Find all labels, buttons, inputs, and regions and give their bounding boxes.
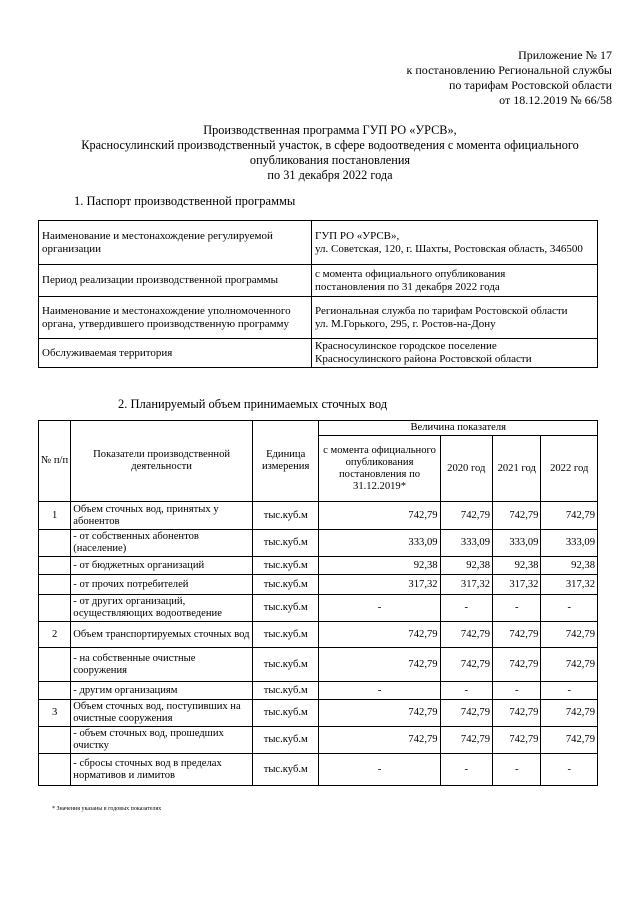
volume-table (38, 420, 598, 786)
row-value: 742,79 (541, 648, 598, 682)
row-value: 333,09 (440, 530, 492, 557)
row-value: - (319, 754, 440, 786)
passport-label: Обслуживаемая территория (39, 339, 312, 368)
row-value: 92,38 (541, 557, 598, 575)
passport-label: Наименование и местонахождение регулируемой организации (39, 221, 312, 265)
row-name: - от собственных абонентов (население) (71, 530, 253, 557)
volume-table-body (39, 502, 598, 786)
row-value: - (319, 682, 440, 700)
table-row (39, 622, 598, 648)
row-unit: тыс.куб.м (252, 754, 319, 786)
row-num: 2 (39, 622, 71, 648)
row-value: 742,79 (541, 727, 598, 754)
table-row (39, 502, 598, 530)
row-value: 742,79 (319, 648, 440, 682)
row-name: Объем сточных вод, поступивших на очистные сооружения (71, 700, 253, 727)
row-num (39, 595, 71, 622)
title-line: опубликования постановления (249, 153, 411, 167)
row-value: 742,79 (493, 622, 541, 648)
header-unit: Единица измерения (252, 421, 319, 502)
row-value: 742,79 (319, 502, 440, 530)
row-name: - другим организациям (71, 682, 253, 700)
row-value: - (440, 754, 492, 786)
title-line: Красносулинский производственный участок, в сфере водоотведения с момента официального (81, 138, 579, 152)
row-value: - (541, 682, 598, 700)
table-row (39, 648, 598, 682)
row-value: 317,32 (541, 575, 598, 595)
row-name: - от бюджетных организаций (71, 557, 253, 575)
table-row (39, 595, 598, 622)
table-row (39, 297, 598, 339)
row-value: 742,79 (319, 622, 440, 648)
row-value: 742,79 (440, 727, 492, 754)
row-value: 742,79 (493, 727, 541, 754)
row-value: - (541, 754, 598, 786)
table-row (39, 557, 598, 575)
row-num (39, 557, 71, 575)
row-value: 742,79 (319, 727, 440, 754)
row-name: - на собственные очистные сооружения (71, 648, 253, 682)
row-num (39, 648, 71, 682)
row-value: 317,32 (440, 575, 492, 595)
title-line: Производственная программа ГУП РО «УРСВ», (203, 123, 457, 137)
passport-value: Красносулинское городское поселение Красносулинского района Ростовской области (312, 339, 598, 368)
row-value: 333,09 (319, 530, 440, 557)
table-row (39, 530, 598, 557)
row-value: 742,79 (493, 700, 541, 727)
table-row (39, 727, 598, 754)
row-num (39, 727, 71, 754)
row-value: - (493, 754, 541, 786)
table-row (39, 754, 598, 786)
table-row (39, 221, 598, 265)
passport-value: с момента официального опубликования постановления по 31 декабря 2022 года (312, 265, 598, 297)
row-unit: тыс.куб.м (252, 622, 319, 648)
row-value: 742,79 (440, 648, 492, 682)
row-value: - (440, 595, 492, 622)
document-title (40, 123, 620, 183)
row-value: 742,79 (493, 502, 541, 530)
header-col1: с момента официального опубликования постановления по 31.12.2019* (319, 436, 440, 502)
header-col4: 2022 год (541, 436, 598, 502)
row-unit: тыс.куб.м (252, 502, 319, 530)
row-unit: тыс.куб.м (252, 595, 319, 622)
row-unit: тыс.куб.м (252, 682, 319, 700)
row-value: 333,09 (493, 530, 541, 557)
table-row (39, 682, 598, 700)
row-name: - объем сточных вод, прошедших очистку (71, 727, 253, 754)
row-value: 742,79 (319, 700, 440, 727)
row-num: 1 (39, 502, 71, 530)
row-value: 742,79 (440, 502, 492, 530)
row-name: - от прочих потребителей (71, 575, 253, 595)
appendix-line: к постановлению Региональной службы (406, 63, 612, 77)
row-value: 92,38 (440, 557, 492, 575)
passport-value: Региональная служба по тарифам Ростовской области ул. М.Горького, 295, г. Ростов-на-Дону (312, 297, 598, 339)
row-value: 742,79 (440, 622, 492, 648)
title-line: по 31 декабря 2022 года (267, 168, 393, 182)
row-value: 742,79 (541, 622, 598, 648)
table-row (39, 575, 598, 595)
row-unit: тыс.куб.м (252, 557, 319, 575)
appendix-line: Приложение № 17 (518, 48, 612, 62)
appendix-header (407, 48, 612, 108)
row-value: 742,79 (541, 502, 598, 530)
row-unit: тыс.куб.м (252, 700, 319, 727)
header-num: № п/п (39, 421, 71, 502)
row-name: - сбросы сточных вод в пределах нормативов и лимитов (71, 754, 253, 786)
row-value: - (440, 682, 492, 700)
section-2-heading: 2. Планируемый объем принимаемых сточных вод (118, 397, 388, 411)
row-value: 92,38 (493, 557, 541, 575)
passport-table (38, 220, 598, 368)
row-unit: тыс.куб.м (252, 727, 319, 754)
row-value: 317,32 (493, 575, 541, 595)
appendix-line: от 18.12.2019 № 66/58 (499, 93, 612, 107)
header-group: Величина показателя (319, 421, 598, 436)
passport-label: Наименование и местонахождение уполномоченного органа, утвердившего производственную программу (39, 297, 312, 339)
row-num (39, 682, 71, 700)
row-name: Объем транспортируемых сточных вод (71, 622, 253, 648)
row-value: - (541, 595, 598, 622)
header-col3: 2021 год (493, 436, 541, 502)
row-value: 742,79 (440, 700, 492, 727)
header-indicator: Показатели производственной деятельности (71, 421, 253, 502)
row-unit: тыс.куб.м (252, 530, 319, 557)
row-value: - (493, 595, 541, 622)
table-row (39, 265, 598, 297)
row-num (39, 530, 71, 557)
row-name: - от других организаций, осуществляющих водоотведение (71, 595, 253, 622)
table-row (39, 700, 598, 727)
row-value: 742,79 (493, 648, 541, 682)
row-num: 3 (39, 700, 71, 727)
table-row (39, 339, 598, 368)
row-value: - (319, 595, 440, 622)
row-unit: тыс.куб.м (252, 648, 319, 682)
header-col2: 2020 год (440, 436, 492, 502)
footnote: * Значения указаны в годовых показателях (52, 806, 162, 812)
row-num (39, 575, 71, 595)
section-1-heading: 1. Паспорт производственной программы (74, 194, 296, 208)
row-value: 742,79 (541, 700, 598, 727)
row-unit: тыс.куб.м (252, 575, 319, 595)
appendix-line: по тарифам Ростовской области (448, 78, 612, 92)
row-value: 317,32 (319, 575, 440, 595)
passport-value: ГУП РО «УРСВ», ул. Советская, 120, г. Шахты, Ростовская область, 346500 (312, 221, 598, 265)
passport-label: Период реализации производственной программы (39, 265, 312, 297)
row-num (39, 754, 71, 786)
row-value: 92,38 (319, 557, 440, 575)
row-value: - (493, 682, 541, 700)
row-name: Объем сточных вод, принятых у абонентов (71, 502, 253, 530)
row-value: 333,09 (541, 530, 598, 557)
